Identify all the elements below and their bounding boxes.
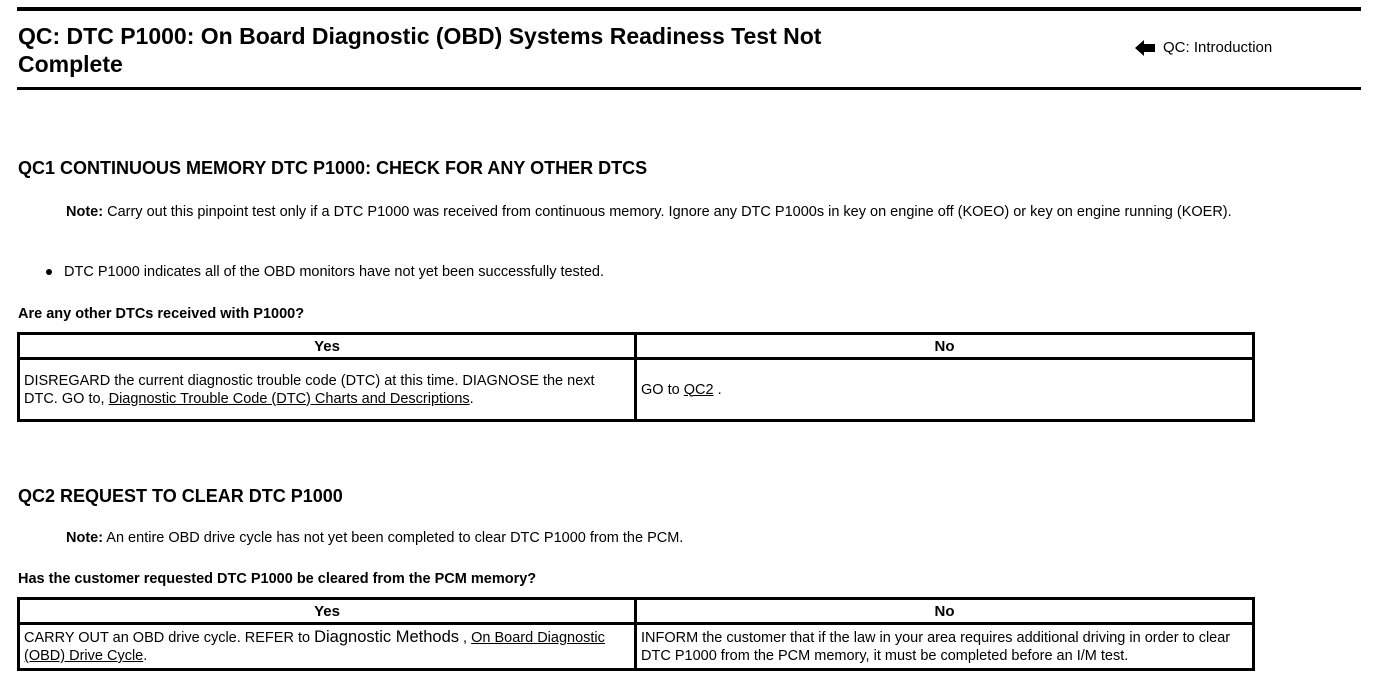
qc1-note-text: Carry out this pinpoint test only if a DTC P1000 was received from continuous memory. Ignore any DTC P1000s in key on engine off (KOEO) or key on engine running (KOER). [107, 204, 1232, 220]
qc2-yes-cell [19, 624, 636, 670]
qc2-note [66, 529, 683, 547]
qc1-note [66, 203, 1316, 221]
prev-page-label[interactable]: QC: Introduction [1163, 39, 1273, 56]
page-title: QC: DTC P1000: On Board Diagnostic (OBD) Systems Readiness Test Not Complete [18, 23, 822, 77]
qc1-no-text: GO to [641, 381, 680, 398]
obd-drive-cycle-link[interactable]: On Board Diagnostic (OBD) Drive Cycle [24, 630, 605, 664]
qc2-no-cell [636, 624, 1254, 670]
diagnostic-methods-ref: Diagnostic Methods [314, 628, 460, 646]
header-top-rule [17, 7, 1361, 11]
qc1-note-label: Note: [66, 204, 104, 220]
qc1-yes-header: Yes [19, 334, 636, 359]
qc2-yes-text: CARRY OUT an OBD drive cycle. REFER to [24, 630, 311, 646]
qc1-no-header: No [636, 334, 1254, 359]
qc2-no-header: No [636, 599, 1254, 624]
qc1-bullet-text: DTC P1000 indicates all of the OBD monitors have not yet been successfully tested. [64, 264, 604, 280]
qc2-question: Has the customer requested DTC P1000 be cleared from the PCM memory? [18, 571, 537, 587]
qc2-note-text: An entire OBD drive cycle has not yet been completed to clear DTC P1000 from the PCM. [106, 530, 684, 546]
qc1-bullet [46, 264, 604, 280]
qc2-heading: QC2 REQUEST TO CLEAR DTC P1000 [18, 486, 343, 506]
qc2-yes-sep: , [459, 630, 472, 646]
qc1-yes-cell [19, 359, 636, 421]
qc2-yes-end: . [143, 648, 148, 664]
bullet-dot-icon [46, 269, 52, 275]
arrow-left-icon [1135, 40, 1155, 56]
qc1-answer-table [17, 332, 1255, 422]
qc1-question: Are any other DTCs received with P1000? [18, 306, 305, 322]
qc2-answer-table [17, 597, 1255, 671]
prev-page-link[interactable] [1135, 39, 1272, 56]
qc2-note-label: Note: [66, 530, 104, 546]
qc1-no-end: . [713, 381, 722, 398]
qc2-yes-header: Yes [19, 599, 636, 624]
qc2-no-text: INFORM the customer that if the law in your area requires additional driving in order to clear DTC P1000 from the PCM memory, it must be completed before an I/M test. [641, 629, 1231, 664]
qc1-heading: QC1 CONTINUOUS MEMORY DTC P1000: CHECK FOR ANY OTHER DTCS [18, 158, 648, 178]
header-bottom-rule [17, 87, 1361, 90]
qc1-yes-end: . [469, 390, 474, 407]
qc1-yes-text: DISREGARD the current diagnostic trouble code (DTC) at this time. DIAGNOSE the next DTC. GO to, [24, 372, 595, 407]
dtc-charts-link[interactable]: Diagnostic Trouble Code (DTC) Charts and Descriptions [108, 390, 470, 407]
qc1-no-cell [636, 359, 1254, 421]
qc2-link[interactable]: QC2 [683, 381, 714, 398]
